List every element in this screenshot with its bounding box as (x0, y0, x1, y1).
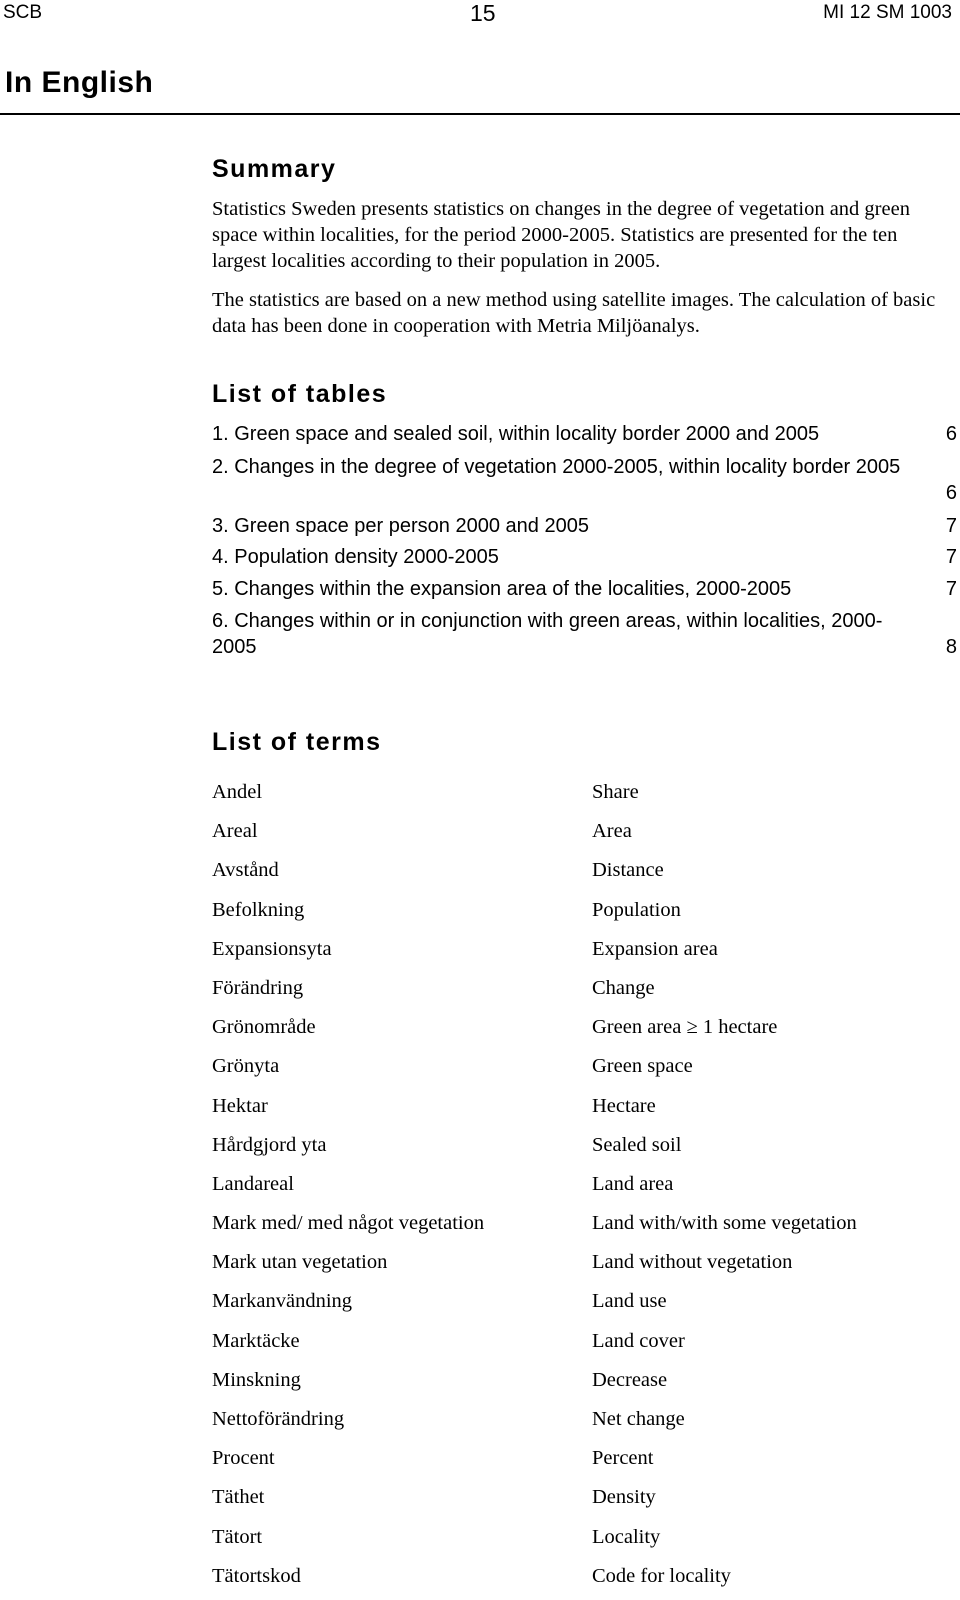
term-row (212, 1326, 952, 1365)
term-swedish: Andel (212, 781, 263, 803)
table-list-item-title: 3. Green space per person 2000 and 2005 (212, 515, 589, 537)
term-swedish: Förändring (212, 976, 304, 999)
table-list-item (212, 576, 957, 608)
term-row (212, 1091, 952, 1130)
term-row (212, 777, 952, 816)
table-list-item (212, 544, 957, 576)
table-list-item (212, 608, 957, 664)
table-list-item-page: 6 (945, 423, 957, 445)
term-swedish: Mark med/ med något vegetation (212, 1212, 485, 1235)
page-number: 15 (470, 0, 496, 26)
table-list-item (212, 454, 957, 513)
term-row (212, 855, 952, 894)
term-row (212, 1443, 952, 1482)
term-row (212, 1208, 952, 1247)
table-list-item-title: 1. Green space and sealed soil, within locality border 2000 and 2005 (212, 423, 820, 445)
term-row (212, 1482, 952, 1521)
page-header (0, 0, 960, 24)
table-list-item-title: 2. Changes in the degree of vegetation 2000-2005, within locality border 2005 (212, 456, 901, 478)
table-list-item (212, 421, 957, 454)
term-english: Land area (592, 1172, 674, 1195)
summary-paragraph-2: The statistics are based on a new method using satellite images. The calculation of basic data has been done in cooperation with Metria Miljöanalys. (212, 289, 936, 337)
term-swedish: Procent (212, 1447, 275, 1470)
table-list-item-page: 6 (945, 482, 957, 504)
term-swedish: Marktäcke (212, 1329, 300, 1352)
term-swedish: Hårdgjord yta (212, 1133, 327, 1156)
term-swedish: Mark utan vegetation (212, 1251, 388, 1274)
term-row (212, 1169, 952, 1208)
summary-paragraph-1: Statistics Sweden presents statistics on changes in the degree of vegetation and green space within localities, for the period 2000-2005. Statistics are presented for the ten largest localities according to their population in 2005. (212, 198, 910, 272)
term-english: Green space (592, 1055, 693, 1078)
term-english: Expansion area (592, 937, 718, 960)
table-list-item-title: 6. Changes within or in conjunction with green areas, within localities, 2000-2005 (212, 610, 883, 658)
table-list-item-page: 7 (945, 515, 957, 537)
term-row (212, 895, 952, 934)
term-swedish: Minskning (212, 1368, 301, 1391)
table-list-item-page: 7 (945, 546, 957, 568)
page-title: In English (5, 66, 154, 99)
table-list-item-page: 7 (945, 578, 957, 600)
term-row (212, 1012, 952, 1051)
list-of-tables (212, 421, 957, 664)
term-swedish: Tätort (212, 1525, 263, 1548)
term-swedish: Hektar (212, 1094, 268, 1117)
term-english: Locality (592, 1525, 661, 1548)
term-row (212, 1051, 952, 1090)
term-row (212, 816, 952, 855)
table-list-item-title: 5. Changes within the expansion area of the localities, 2000-2005 (212, 578, 792, 600)
term-english: Change (592, 976, 655, 999)
term-row (212, 1130, 952, 1169)
table-list-item-title: 4. Population density 2000-2005 (212, 546, 499, 568)
term-row (212, 1365, 952, 1404)
term-english: Sealed soil (592, 1133, 682, 1156)
term-row (212, 1561, 952, 1600)
term-swedish: Nettoförändring (212, 1408, 345, 1430)
term-english: Density (592, 1486, 656, 1509)
term-english: Code for locality (592, 1564, 731, 1587)
term-swedish: Avstånd (212, 859, 279, 882)
table-list-item (212, 513, 957, 544)
term-english: Decrease (592, 1368, 668, 1391)
term-row (212, 1404, 952, 1443)
header-publisher: SCB (3, 2, 43, 23)
term-swedish: Grönområde (212, 1016, 316, 1039)
term-english: Land use (592, 1290, 667, 1313)
term-english: Area (592, 820, 632, 843)
term-row (212, 934, 952, 973)
list-of-tables-heading: List of tables (212, 380, 388, 408)
term-swedish: Areal (212, 820, 258, 843)
term-swedish: Befolkning (212, 898, 305, 921)
list-of-terms-heading: List of terms (212, 728, 382, 756)
table-list-item-page: 8 (945, 636, 957, 658)
term-english: Land without vegetation (592, 1251, 793, 1274)
term-swedish: Expansionsyta (212, 937, 332, 960)
term-swedish: Tätortskod (212, 1564, 301, 1587)
header-report-code: MI 12 SM 1003 (823, 2, 952, 23)
term-english: Land cover (592, 1329, 685, 1352)
term-english: Share (592, 781, 639, 803)
list-of-terms (212, 777, 952, 1600)
term-english: Net change (592, 1408, 685, 1430)
term-row (212, 1247, 952, 1286)
term-row (212, 1286, 952, 1325)
term-swedish: Markanvändning (212, 1290, 353, 1313)
term-english: Percent (592, 1447, 654, 1470)
term-english: Land with/with some vegetation (592, 1212, 857, 1235)
term-english: Population (592, 898, 681, 921)
term-row (212, 1522, 952, 1561)
term-english: Distance (592, 859, 664, 882)
term-swedish: Landareal (212, 1172, 294, 1195)
title-divider (0, 113, 960, 115)
term-swedish: Grönyta (212, 1055, 280, 1078)
term-row (212, 973, 952, 1012)
term-english: Hectare (592, 1094, 656, 1117)
summary-heading: Summary (212, 155, 337, 183)
term-swedish: Täthet (212, 1486, 265, 1509)
term-english: Green area ≥ 1 hectare (592, 1016, 778, 1039)
